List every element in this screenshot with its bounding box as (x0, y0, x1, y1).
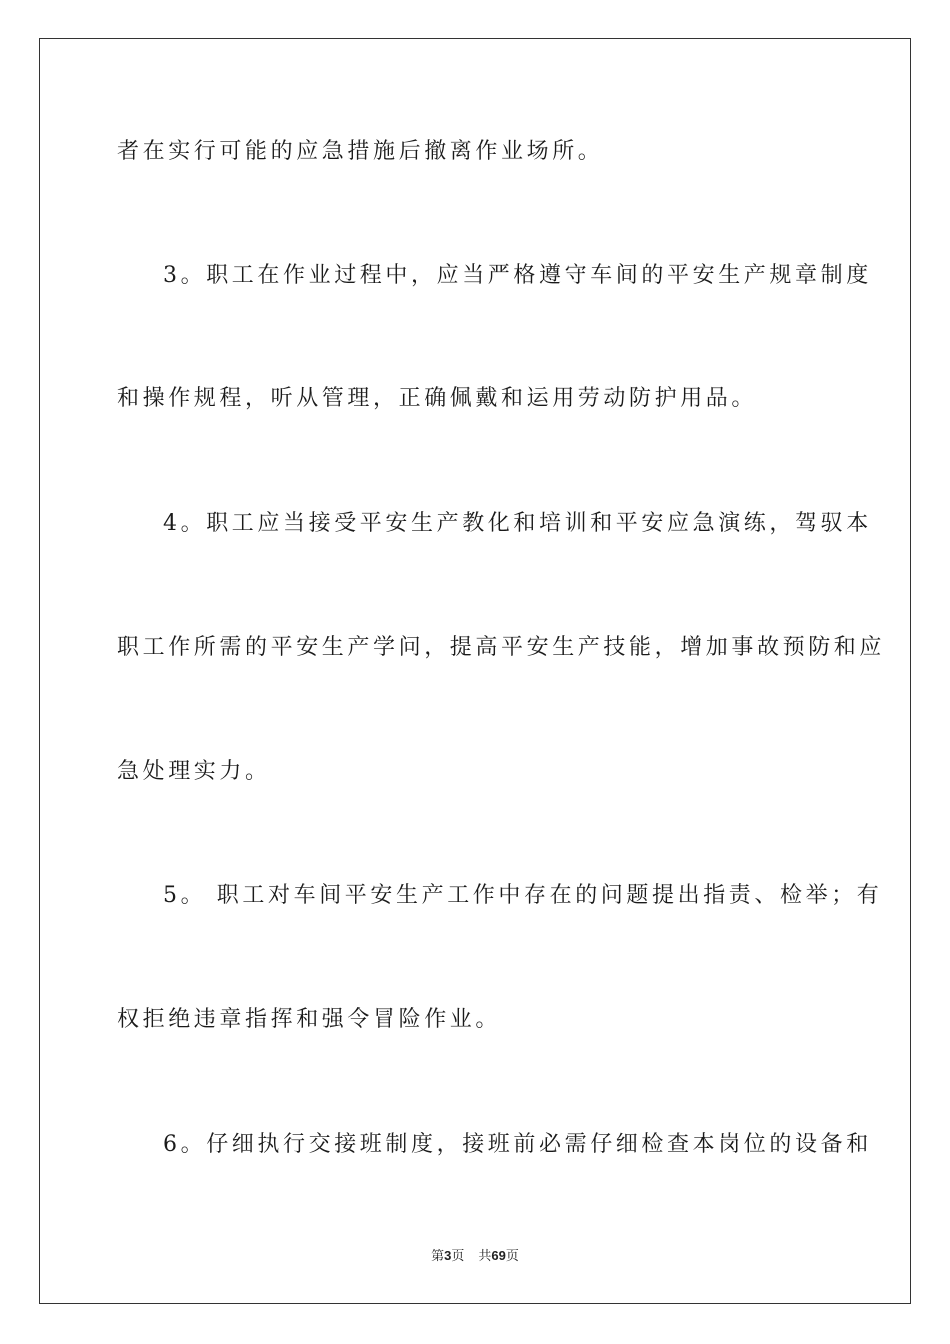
text-line-4: 4。职工应当接受平安生产教化和培训和平安应急演练，驾驭本 (163, 511, 872, 536)
page-suffix: 页 (451, 1249, 465, 1264)
text-line-9: 6。仔细执行交接班制度，接班前必需仔细检查本岗位的设备和 (163, 1132, 872, 1157)
page-footer (0, 1245, 950, 1264)
page-number: 3 (444, 1248, 452, 1263)
page-prefix: 第 (431, 1249, 445, 1264)
total-prefix: 共 (478, 1249, 492, 1264)
page-border (39, 38, 911, 1304)
text-line-8: 权拒绝违章指挥和强令冒险作业。 (117, 1007, 502, 1032)
text-line-1: 者在实行可能的应急措施后撤离作业场所。 (117, 139, 604, 164)
text-line-3: 和操作规程，听从管理，正确佩戴和运用劳动防护用品。 (117, 386, 758, 411)
text-line-2: 3。职工在作业过程中，应当严格遵守车间的平安生产规章制度 (163, 263, 872, 288)
total-suffix: 页 (505, 1249, 519, 1264)
text-line-6: 急处理实力。 (117, 759, 271, 784)
text-line-7: 5。 职工对车间平安生产工作中存在的问题提出指责、检举；有 (163, 883, 883, 908)
text-line-5: 职工作所需的平安生产学问，提高平安生产技能，增加事故预防和应 (117, 635, 886, 660)
total-pages: 69 (491, 1248, 506, 1263)
